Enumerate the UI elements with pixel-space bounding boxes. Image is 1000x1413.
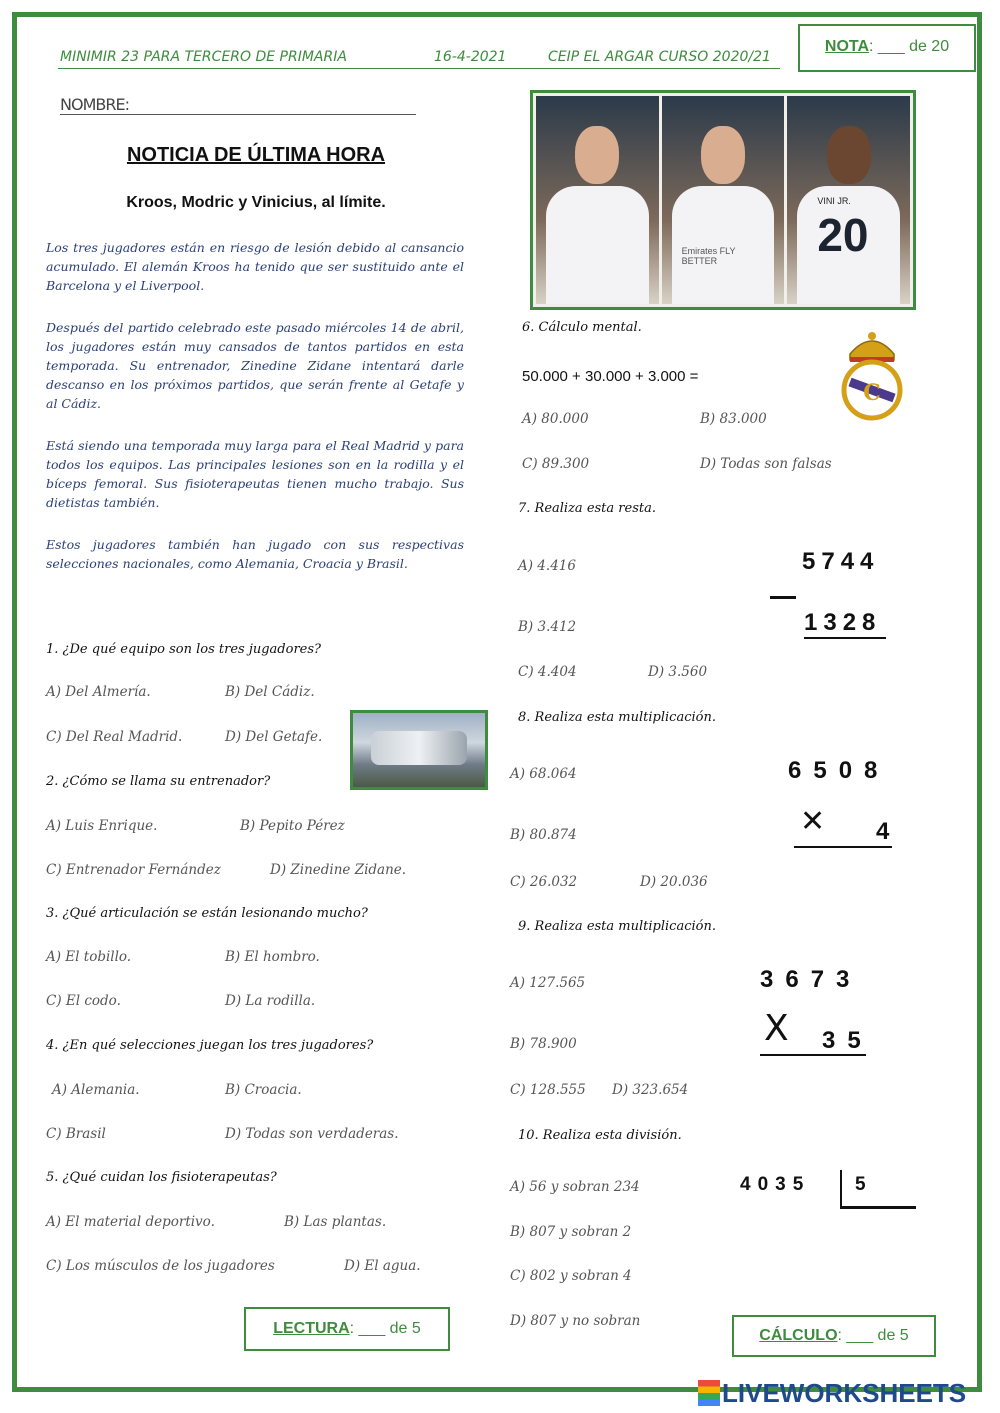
q8-result-line xyxy=(794,846,892,848)
q6-option-a[interactable]: A) 80.000 xyxy=(522,411,589,427)
q2-option-a[interactable]: A) Luis Enrique. xyxy=(46,818,158,834)
player-kroos-image xyxy=(536,96,659,304)
jersey-number: 20 xyxy=(817,209,869,261)
q8-multiplicand: 6508 xyxy=(788,757,890,784)
q7-option-a[interactable]: A) 4.416 xyxy=(518,558,576,574)
question-1: 1. ¿De qué equipo son los tres jugadores? xyxy=(46,642,321,657)
division-bracket-horizontal xyxy=(840,1206,916,1209)
q9-result-line xyxy=(760,1054,866,1056)
q9-option-d[interactable]: D) 323.654 xyxy=(612,1082,689,1098)
q6-option-c[interactable]: C) 89.300 xyxy=(522,456,590,472)
question-10: 10. Realiza esta división. xyxy=(518,1128,682,1143)
q9-multiplicand: 3673 xyxy=(760,966,862,993)
header-course: MINIMIR 23 PARA TERCERO DE PRIMARIA xyxy=(60,49,347,65)
q4-option-a[interactable]: A) Alemania. xyxy=(52,1082,140,1098)
nota-label: NOTA xyxy=(824,38,870,55)
q8-option-c[interactable]: C) 26.032 xyxy=(510,874,578,890)
q6-expression: 50.000 + 30.000 + 3.000 = xyxy=(522,368,699,385)
q7-result-line xyxy=(804,637,886,639)
calculo-box[interactable] xyxy=(732,1315,936,1357)
q10-option-b[interactable]: B) 807 y sobran 2 xyxy=(510,1224,632,1240)
q1-option-c[interactable]: C) Del Real Madrid. xyxy=(46,729,183,745)
question-9: 9. Realiza esta multiplicación. xyxy=(518,919,716,934)
real-madrid-crest-icon xyxy=(836,328,908,424)
q3-option-b[interactable]: B) El hombro. xyxy=(225,949,320,965)
q3-option-a[interactable]: A) El tobillo. xyxy=(46,949,132,965)
q4-option-b[interactable]: B) Croacia. xyxy=(225,1082,302,1098)
q2-option-d[interactable]: D) Zinedine Zidane. xyxy=(270,862,407,878)
lectura-score: : ___ de 5 xyxy=(349,1320,421,1337)
q1-option-a[interactable]: A) Del Almería. xyxy=(46,684,151,700)
q10-option-a[interactable]: A) 56 y sobran 234 xyxy=(510,1179,640,1195)
q1-option-d[interactable]: D) Del Getafe. xyxy=(225,729,323,745)
q8-multiplier: 4 xyxy=(876,818,896,845)
header-date: 16-4-2021 xyxy=(434,49,507,65)
article-title: NOTICIA DE ÚLTIMA HORA xyxy=(126,144,386,166)
question-7: 7. Realiza esta resta. xyxy=(518,501,656,516)
division-bracket-vertical xyxy=(840,1170,842,1208)
stadium-image xyxy=(350,710,488,790)
q6-option-b[interactable]: B) 83.000 xyxy=(700,411,767,427)
q10-divisor: 5 xyxy=(855,1174,866,1195)
q5-option-b[interactable]: B) Las plantas. xyxy=(284,1214,387,1230)
jersey-name: VINI JR. xyxy=(817,196,851,206)
q2-option-c[interactable]: C) Entrenador Fernández xyxy=(46,862,221,878)
q10-option-c[interactable]: C) 802 y sobran 4 xyxy=(510,1268,632,1284)
article-subtitle: Kroos, Modric y Vinicius, al límite. xyxy=(126,194,386,211)
nota-score: : ___ de 20 xyxy=(869,38,950,55)
q9-option-a[interactable]: A) 127.565 xyxy=(510,975,586,991)
q5-option-c[interactable]: C) Los músculos de los jugadores xyxy=(46,1258,275,1274)
multiply-sign-icon: ✕ xyxy=(800,805,826,838)
q9-option-c[interactable]: C) 128.555 xyxy=(510,1082,586,1098)
q7-option-b[interactable]: B) 3.412 xyxy=(518,619,577,635)
player-vinicius-image xyxy=(787,96,910,304)
q6-option-d[interactable]: D) Todas son falsas xyxy=(700,456,832,472)
player-modric-image xyxy=(662,96,785,304)
q4-option-d[interactable]: D) Todas son verdaderas. xyxy=(225,1126,399,1142)
svg-text:C: C xyxy=(863,380,881,406)
question-3: 3. ¿Qué articulación se están lesionando mucho? xyxy=(46,906,368,921)
nota-box[interactable] xyxy=(798,24,976,72)
q8-option-b[interactable]: B) 80.874 xyxy=(510,827,577,843)
article-paragraph-4: Estos jugadores también han jugado con sus respectivas selecciones nacionales, como Alemania, Croacia y Brasil. xyxy=(46,537,464,571)
question-6: 6. Cálculo mental. xyxy=(522,320,642,335)
question-5: 5. ¿Qué cuidan los fisioterapeutas? xyxy=(46,1170,277,1185)
lectura-label: LECTURA xyxy=(273,1320,350,1337)
calculo-score: : ___ de 5 xyxy=(837,1327,909,1344)
q7-minuend: 5744 xyxy=(802,548,880,575)
q2-option-b[interactable]: B) Pepito Pérez xyxy=(240,818,345,834)
jersey-sponsor: Emirates FLY BETTER xyxy=(681,246,736,266)
q3-option-c[interactable]: C) El codo. xyxy=(46,993,121,1009)
q9-multiplier: 35 xyxy=(822,1027,873,1054)
article-paragraph-3: Está siendo una temporada muy larga para el Real Madrid y para todos los equipos. Las principales lesiones son en la rodilla y el bíceps femoral. Sus fisioterapeutas tienen mucho trabajo. Sus dietistas también. xyxy=(46,438,464,510)
q7-subtrahend: 1328 xyxy=(804,609,882,636)
q8-option-a[interactable]: A) 68.064 xyxy=(510,766,577,782)
minus-sign-icon xyxy=(770,596,796,599)
q7-option-c[interactable]: C) 4.404 xyxy=(518,664,577,680)
liveworksheets-flag-icon xyxy=(698,1380,720,1406)
nombre-label: NOMBRE: xyxy=(60,95,129,114)
q9-option-b[interactable]: B) 78.900 xyxy=(510,1036,577,1052)
multiply-x-icon: X xyxy=(764,1008,789,1049)
liveworksheets-text: LIVEWORKSHEETS xyxy=(722,1378,967,1408)
nombre-line[interactable] xyxy=(60,114,416,115)
q10-dividend: 4035 xyxy=(740,1174,811,1195)
players-photo xyxy=(530,90,916,310)
question-2: 2. ¿Cómo se llama su entrenador? xyxy=(46,774,271,789)
q8-option-d[interactable]: D) 20.036 xyxy=(640,874,708,890)
header-underline xyxy=(58,68,780,69)
header-school: CEIP EL ARGAR CURSO 2020/21 xyxy=(548,49,771,65)
q5-option-d[interactable]: D) El agua. xyxy=(344,1258,421,1274)
q5-option-a[interactable]: A) El material deportivo. xyxy=(46,1214,215,1230)
q1-option-b[interactable]: B) Del Cádiz. xyxy=(225,684,315,700)
q10-option-d[interactable]: D) 807 y no sobran xyxy=(510,1313,641,1329)
q4-option-c[interactable]: C) Brasil xyxy=(46,1126,106,1142)
question-4: 4. ¿En qué selecciones juegan los tres jugadores? xyxy=(46,1038,374,1053)
calculo-label: CÁLCULO xyxy=(759,1327,838,1344)
q7-option-d[interactable]: D) 3.560 xyxy=(648,664,708,680)
q3-option-d[interactable]: D) La rodilla. xyxy=(225,993,316,1009)
question-8: 8. Realiza esta multiplicación. xyxy=(518,710,716,725)
liveworksheets-logo[interactable] xyxy=(698,1378,966,1409)
article-paragraph-2: Después del partido celebrado este pasado miércoles 14 de abril, los jugadores están muy cansados de tantos partidos en esta temporada. Su entrenador, Zinedine Zidane intentará darle descanso en los próximos partidos, que serán frente al Getafe y al Cádiz. xyxy=(46,320,464,411)
article-paragraph-1: Los tres jugadores están en riesgo de lesión debido al cansancio acumulado. El alemán Kroos ha tenido que ser sustituido ante el Barcelona y el Liverpool. xyxy=(46,240,464,293)
lectura-box[interactable] xyxy=(244,1307,450,1351)
